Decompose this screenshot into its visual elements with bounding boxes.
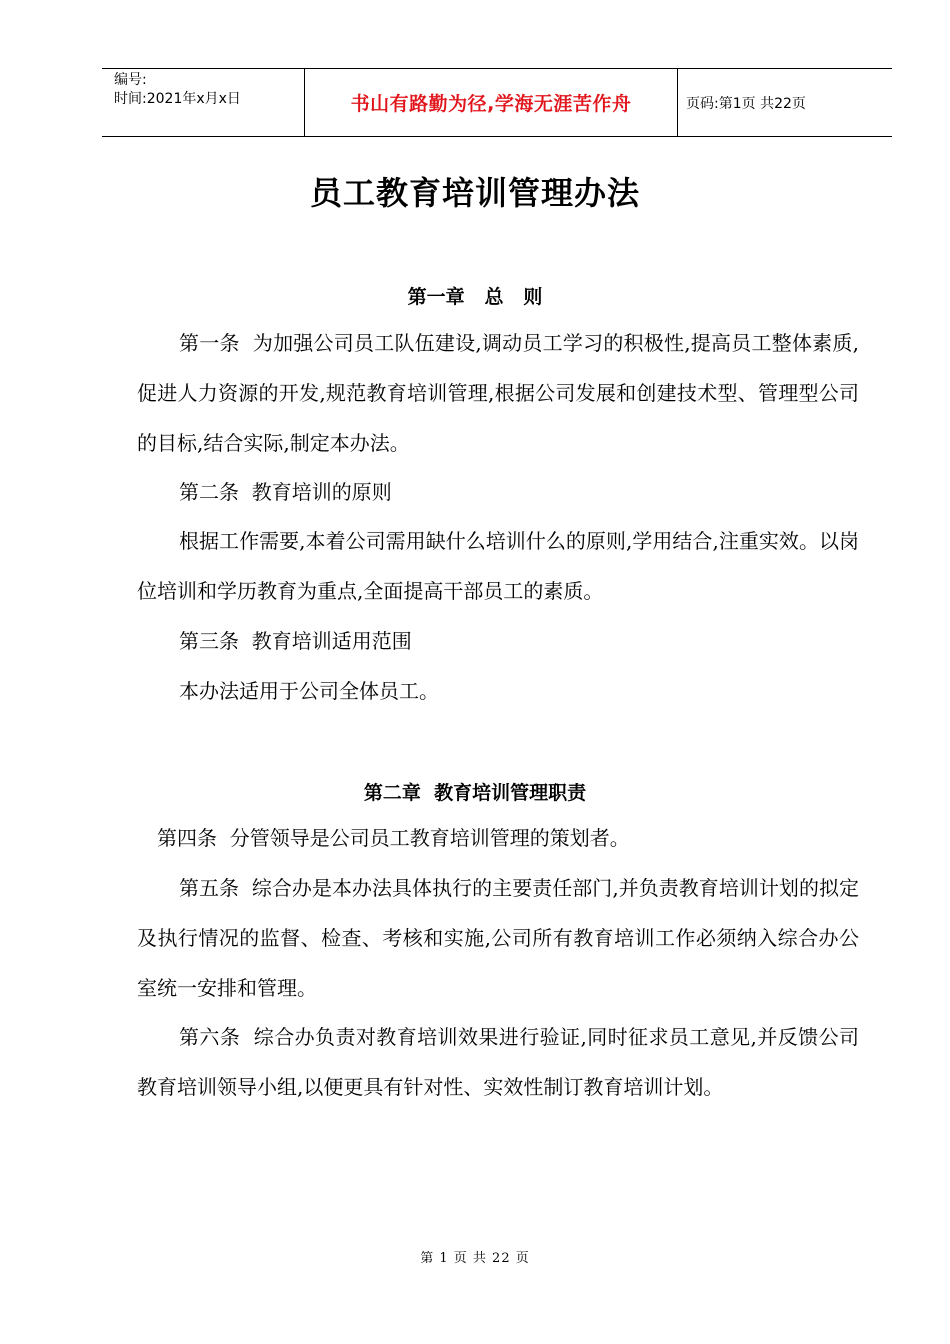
chapter-heading: 第一章 总 则 [407,286,543,308]
article-paragraph: 第一条 为加强公司员工队伍建设,调动员工学习的积极性,提高员工整体素质,促进人力资源的开发,规范教育培训管理,根据公司发展和创建技术型、管理型公司的目标,结合实际,制定本办法。 [137,331,859,455]
article-paragraph: 第四条 分管领导是公司员工教育培训管理的策划者。 [157,826,630,850]
document-date-label: 时间:2021年x月x日 [114,91,241,107]
article-paragraph: 第二条 教育培训的原则 [179,480,392,504]
header-page-info: 页码:第1页 共22页 [686,95,806,112]
article-paragraph: 第六条 综合办负责对教育培训效果进行验证,同时征求员工意见,并反馈公司教育培训领导小组,以便更具有针对性、实效性制订教育培训计划。 [137,1025,859,1099]
page-footer: 第 1 页 共 22 页 [420,1251,530,1266]
header-motto: 书山有路勤为径,学海无涯苦作舟 [304,69,678,136]
article-paragraph: 第三条 教育培训适用范围 [179,629,412,653]
header-meta [102,69,304,136]
article-paragraph: 第五条 综合办是本办法具体执行的主要责任部门,并负责教育培训计划的拟定及执行情况的监督、检查、考核和实施,公司所有教育培训工作必须纳入综合办公室统一安排和管理。 [137,876,859,1000]
document-title: 员工教育培训管理办法 [309,174,640,212]
article-paragraph: 根据工作需要,本着公司需用缺什么培训什么的原则,学用结合,注重实效。以岗位培训和学历教育为重点,全面提高干部员工的素质。 [137,529,859,603]
chapter-heading: 第二章 教育培训管理职责 [363,782,587,804]
page-header [102,68,892,137]
article-paragraph: 本办法适用于公司全体员工。 [179,679,439,703]
document-number-label: 编号: [114,72,147,88]
